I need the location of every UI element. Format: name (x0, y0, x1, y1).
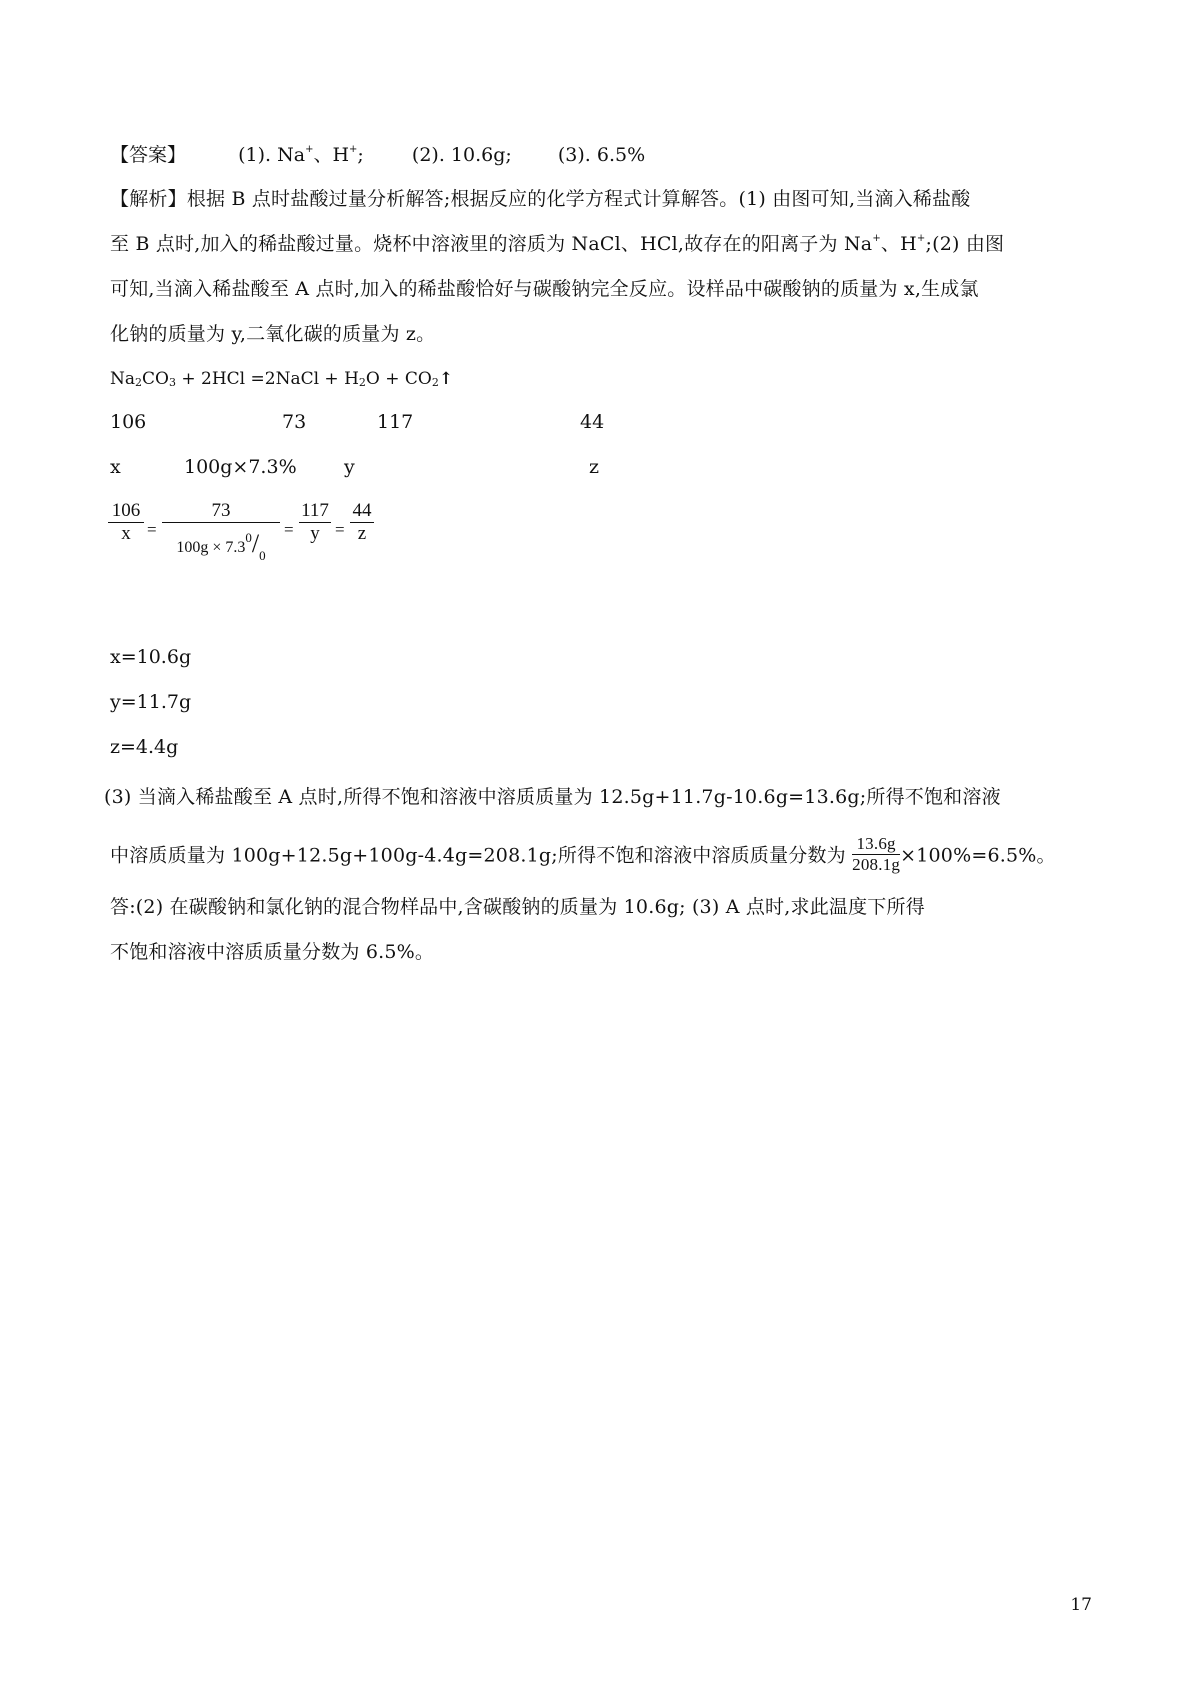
result-x: x=10.6g (110, 646, 192, 668)
fraction-117-y: 117 y (299, 500, 331, 545)
equals-sign: = (335, 520, 345, 539)
answer-line (110, 142, 645, 168)
gas-arrow-icon: ↑ (438, 369, 454, 389)
fraction-percentage: $\frac{13.6g}{208.1g}$ (852, 834, 901, 874)
mass-na2co3: 106 (110, 411, 147, 433)
fraction-106-x: 106 x (108, 500, 144, 545)
equals-sign: = (284, 520, 294, 539)
conclusion-line-1: 答:(2) 在碳酸钠和氯化钠的混合物样品中,含碳酸钠的质量为 10.6g; (3) A 点时,求此温度下所得 (110, 896, 925, 918)
unknown-z: z (589, 456, 600, 478)
unknown-y: y (344, 456, 355, 478)
result-y: y=11.7g (110, 691, 192, 713)
fraction-73: 73 $100g \times 7.3^0/_0$ (162, 500, 280, 559)
result-z: z=4.4g (110, 736, 179, 758)
conclusion-line-2: 不饱和溶液中溶质质量分数为 6.5%。 (110, 941, 435, 963)
unknown-x: x (110, 456, 121, 478)
answer-tag: 【答案】 (110, 144, 187, 166)
chemical-equation: $Na_2CO_3 + 2HCl$ =2NaCl + $H_2O$ + $CO_2↑$ (110, 369, 454, 389)
mass-nacl: 117 (377, 411, 414, 433)
unknown-hcl-mass: 100g×7.3% (184, 456, 297, 478)
answer-part1: (1). Na+、H+; (238, 144, 364, 166)
analysis-line-3: 可知,当滴入稀盐酸至 A 点时,加入的稀盐酸恰好与碳酸钠完全反应。设样品中碳酸钠的质量为 x,生成氯 (110, 278, 979, 300)
mass-hcl: 73 (282, 411, 307, 433)
fraction-44-z: 44 z (350, 500, 374, 545)
answer-part2: (2). 10.6g; (411, 144, 512, 166)
analysis-line-2: 至 B 点时,加入的稀盐酸过量。烧杯中溶液里的溶质为 NaCl、HCl,故存在的阳离子为 Na+、H+;(2) 由图 (110, 233, 1005, 255)
equals-sign: = (147, 520, 157, 539)
analysis-line-4: 化钠的质量为 y,二氧化碳的质量为 z。 (110, 323, 436, 345)
part3-line-2: 中溶质质量为 100g+12.5g+100g-4.4g=208.1g;所得不饱和溶液中溶质质量分数为 $\frac{13.6g}{208.1g}$ ×100%=6.5%。 (110, 834, 1056, 874)
analysis-tag: 【解析】 (110, 188, 187, 210)
part3-line-1: (3) 当滴入稀盐酸至 A 点时,所得不饱和溶液中溶质质量为 12.5g+11.7g-10.6g=13.6g;所得不饱和溶液 (104, 786, 1001, 808)
mass-co2: 44 (580, 411, 605, 433)
analysis-line-1: 【解析】根据 B 点时盐酸过量分析解答;根据反应的化学方程式计算解答。(1) 由图可知,当滴入稀盐酸 (110, 188, 971, 210)
page-number: 17 (1070, 1595, 1092, 1615)
answer-part3: (3). 6.5% (557, 144, 646, 166)
